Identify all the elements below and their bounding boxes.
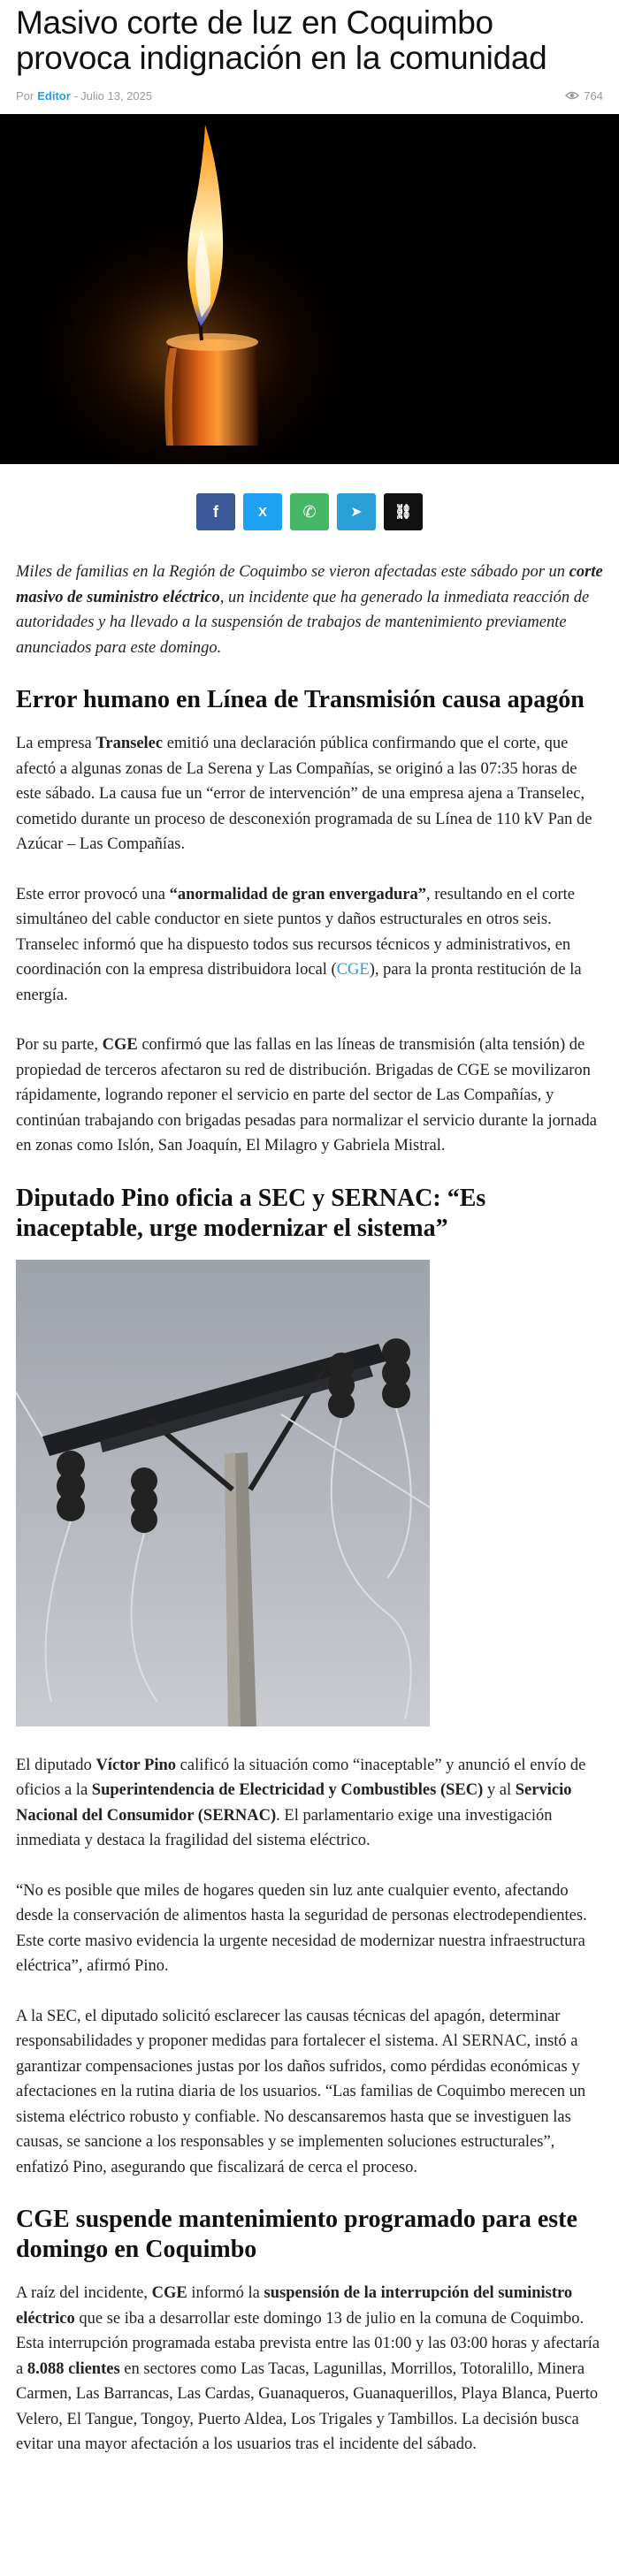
facebook-icon: f	[213, 502, 218, 521]
section-heading-error: Error humano en Línea de Transmisión causa apagón	[16, 686, 585, 713]
power-pole-image	[16, 1260, 430, 1726]
candle-flame-image	[0, 114, 619, 464]
section-heading-cge: CGE suspende mantenimiento programado para este domingo en Coquimbo	[16, 2206, 577, 2263]
publish-date: Julio 13, 2025	[80, 88, 153, 103]
cge-link[interactable]: CGE	[336, 961, 370, 979]
section-heading-pino: Diputado Pino oficia a SEC y SERNAC: “Es inaceptable, urge modernizar el sistema”	[16, 1184, 486, 1242]
date-separator: -	[73, 88, 79, 103]
paragraph: A raíz del incidente, CGE informó la suspensión de la interrupción del suministro eléctrico que se iba a desarrollar este domingo 13 de julio en la comuna de Coquimbo. Esta interrupción programada estaba prevista entre las 01:00 y las 03:00 horas y afectaría a 8.088 clientes en sectores como Las Tacas, Lagunillas, Morrillos, Totoralillo, Minera Carmen, Las Barrancas, Las Cardas, Guanaqueros, Guanaquerillos, Playa Blanca, Puerto Velero, El Tangue, Tongoy, Puerto Aldea, Los Trigales y Tambillos. La decisión busca evitar una mayor afectación a los usuarios tras el incidente del sábado.	[16, 2284, 600, 2453]
facebook-share-button[interactable]	[196, 493, 235, 530]
link-icon: ⛓	[394, 505, 413, 520]
twitter-share-button[interactable]	[243, 493, 282, 530]
article-title: Masivo corte de luz en Coquimbo provoca indignación en la comunidad	[16, 4, 547, 76]
whatsapp-share-button[interactable]	[290, 493, 329, 530]
whatsapp-icon: ✆	[302, 502, 317, 521]
article-body	[0, 560, 619, 2458]
eye-icon	[565, 91, 579, 100]
view-count	[565, 89, 603, 103]
x-icon: X	[257, 504, 267, 520]
telegram-share-button[interactable]	[337, 493, 376, 530]
paragraph: A la SEC, el diputado solicitó esclarecer las causas técnicas del apagón, determinar responsabilidades y proponer medidas para fortalecer el sistema. Al SERNAC, instó a garantizar compensaciones justas por los daños sufridos, como pérdidas económicas y afectaciones en la rutina diaria de los usuarios. “Las familias de Coquimbo merecen un sistema eléctrico robusto y confiable. No descansaremos hasta que se investiguen las causas, se sancione a los responsables y se implementen soluciones estructurales”, enfatizó Pino, asegurando que fiscalizará de cerca el proceso.	[16, 2007, 586, 2176]
telegram-icon: ➤	[350, 505, 363, 520]
by-label: Por	[16, 88, 34, 103]
paragraph: La empresa Transelec emitió una declaración pública confirmando que el corte, que afectó a algunas zonas de La Serena y Las Compañías, se originó a las 07:35 horas de este sábado. La causa fue un “error de intervención” de una empresa ajena a Transelec, cometido durante un proceso de desconexión programada de su Línea de 110 kV Pan de Azúcar – Las Compañías.	[16, 735, 592, 853]
paragraph: Por su parte, CGE confirmó que las fallas en las líneas de transmisión (alta tensión) de propiedad de terceros afectaron su red de distribución. Brigadas de CGE se movilizaron rápidamente, logrando reponer el servicio en parte del sector de Las Compañías, y continúan trabajando con brigadas pesadas para normalizar el servicio durante la jornada en zonas como Islón, San Joaquín, El Milagro y Gabriela Mistral.	[16, 1036, 597, 1155]
author-link[interactable]: Editor	[37, 88, 71, 103]
view-count-value: 764	[584, 88, 603, 103]
copy-link-button[interactable]	[384, 493, 423, 530]
paragraph: El diputado Víctor Pino calificó la situación como “inaceptable” y anunció el envío de oficios a la Superintendencia de Electricidad y Combustibles (SEC) y al Servicio Nacional del Consumidor (SERNAC). El parlamentario exige una investigación inmediata y destaca la fragilidad del sistema eléctrico.	[16, 1756, 586, 1849]
quote-paragraph: “No es posible que miles de hogares queden sin luz ante cualquier evento, afectando desde la conservación de alimentos hasta la seguridad de personas electrodependientes. Este corte masivo evidencia la urgente necesidad de modernizar nuestra infraestructura eléctrica”, afirmó Pino.	[16, 1881, 587, 1975]
paragraph: Este error provocó una “anormalidad de gran envergadura”, resultando en el corte simultáneo del cable conductor en siete puntos y daños estructurales en otros seis. Transelec informó que ha dispuesto todos sus recursos técnicos y administrativos, en coordinación con la empresa distribuidora local (CGE), para la pronta restitución de la energía.	[16, 885, 582, 1004]
lead-paragraph: Miles de familias en la Región de Coquimbo se vieron afectadas este sábado por un corte masivo de suministro eléctrico, un incidente que ha generado la inmediata reacción de autoridades y ha llevado a la suspensión de trabajos de mantenimiento previamente anunciados para este domingo.	[16, 563, 603, 657]
article-meta	[16, 87, 603, 104]
share-bar	[0, 493, 619, 530]
